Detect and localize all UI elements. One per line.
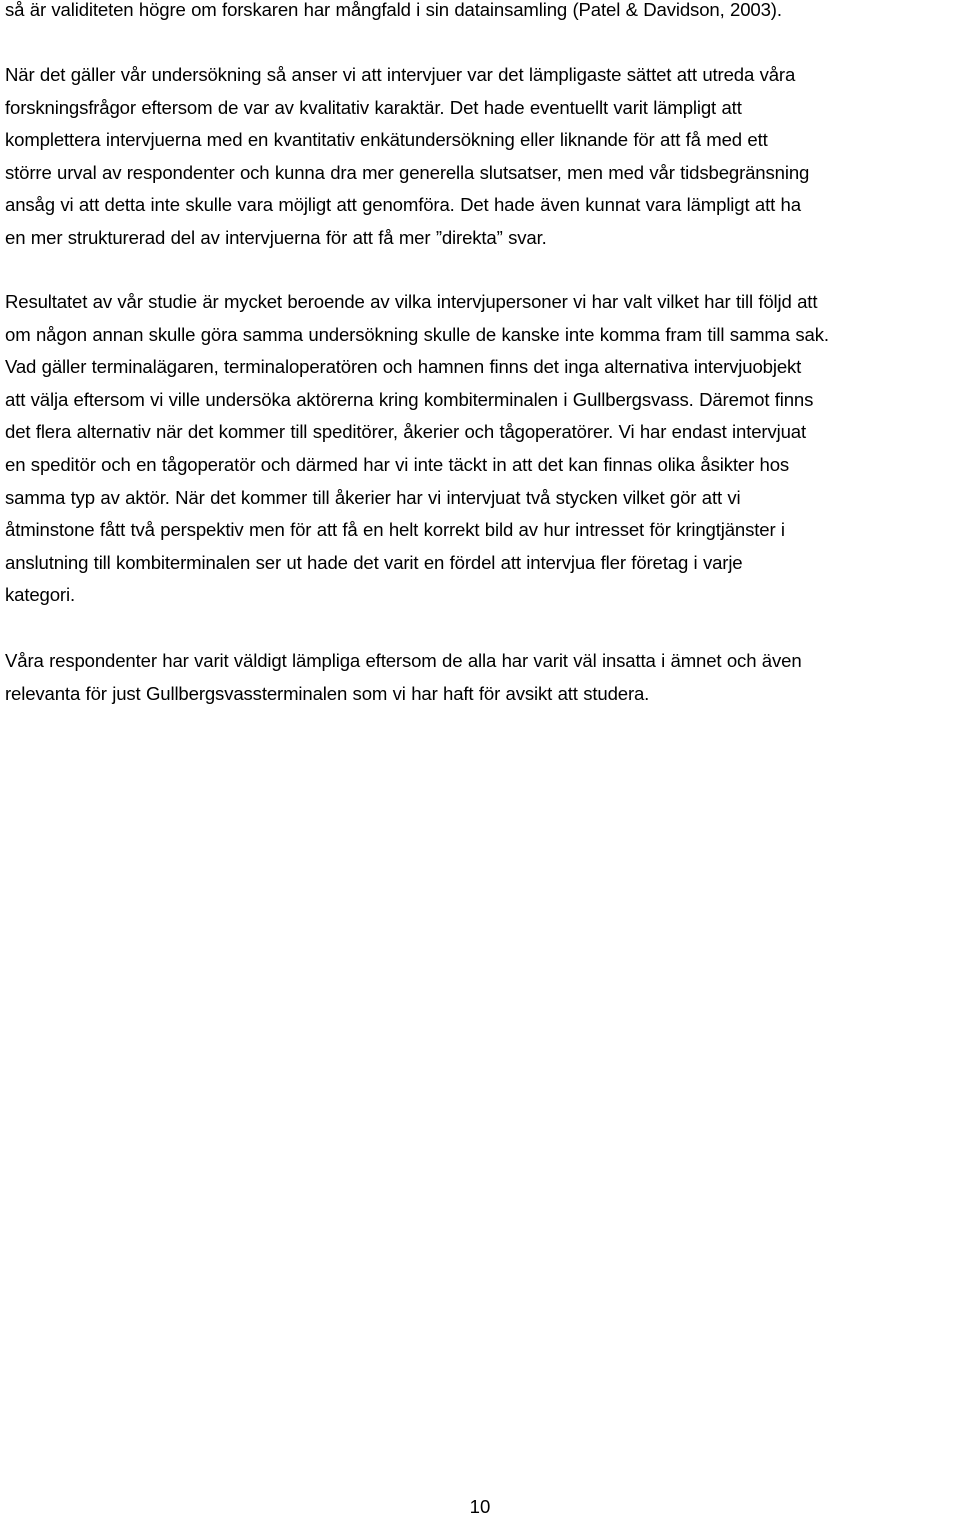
text-line: samma typ av aktör. När det kommer till åkerier har vi intervjuat två stycken vilket gör att vi xyxy=(5,486,741,508)
text-line: anslutning till kombiterminalen ser ut hade det varit en fördel att intervjua fler företag i varje xyxy=(5,551,743,573)
paragraph-method-choice xyxy=(5,59,809,255)
text-line: en speditör och en tågoperatör och därmed har vi inte täckt in att det kan finnas olika åsikter hos xyxy=(5,453,790,475)
text-line: så är validiteten högre om forskaren har mångfald i sin datainsamling (Patel & Davidson, 2003). xyxy=(5,0,782,20)
text-line: att välja eftersom vi ville undersöka aktörerna kring kombiterminalen i Gullbergsvass. Däremot finns xyxy=(5,388,814,410)
text-line: kategori. xyxy=(5,584,75,606)
text-line: Våra respondenter har varit väldigt lämpliga eftersom de alla har varit väl insatta i ämnet och även xyxy=(5,650,802,671)
text-line: Resultatet av vår studie är mycket beroende av vilka intervjupersoner vi har valt vilket har till följd att xyxy=(5,291,818,312)
text-line: större urval av respondenter och kunna dra mer generella slutsatser, men med vår tidsbegränsning xyxy=(5,161,810,183)
paragraph-validity xyxy=(5,0,782,27)
text-line: en mer strukturerad del av intervjuerna för att få mer ”direkta” svar. xyxy=(5,226,547,248)
text-line: komplettera intervjuerna med en kvantitativ enkätundersökning eller liknande för att få med ett xyxy=(5,129,768,151)
paragraph-interviewees xyxy=(5,286,829,612)
text-line: relevanta för just Gullbergsvassterminalen som vi har haft för avsikt att studera. xyxy=(5,682,650,704)
paragraph-respondents xyxy=(5,645,802,710)
text-line: åtminstone fått två perspektiv men för att få en helt korrekt bild av hur intresset för kringtjänster i xyxy=(5,519,785,541)
text-line: om någon annan skulle göra samma undersökning skulle de kanske inte komma fram till samma sak. xyxy=(5,323,829,345)
page-number: 10 xyxy=(469,1496,491,1517)
text-line: Vad gäller terminalägaren, terminaloperatören och hamnen finns det inga alternativa intervjuobjekt xyxy=(5,356,802,378)
text-line: det flera alternativ när det kommer till speditörer, åkerier och tågoperatörer. Vi har endast intervjuat xyxy=(5,421,806,443)
text-line: När det gäller vår undersökning så anser vi att intervjuer var det lämpligaste sättet att utreda våra xyxy=(5,64,796,85)
text-line: ansåg vi att detta inte skulle vara möjligt att genomföra. Det hade även kunnat vara lämpligt att ha xyxy=(5,194,801,216)
text-line: forskningsfrågor eftersom de var av kvalitativ karaktär. Det hade eventuellt varit lämpligt att xyxy=(5,96,742,118)
